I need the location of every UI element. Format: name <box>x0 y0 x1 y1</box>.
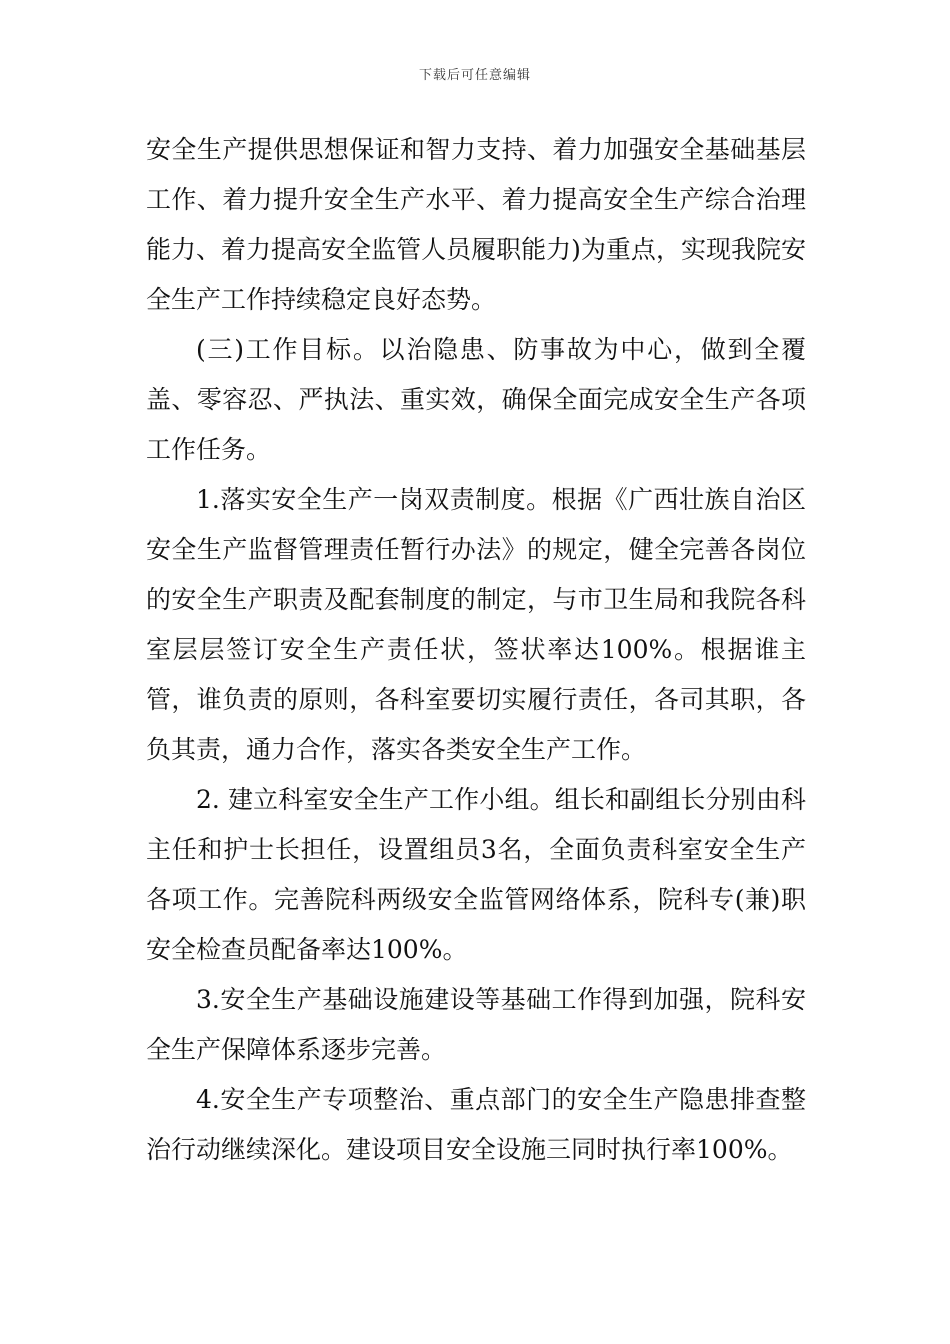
document-body <box>146 125 806 1175</box>
paragraph-item-2: 2. 建立科室安全生产工作小组。组长和副组长分别由科主任和护士长担任，设置组员3名，全面负责科室安全生产各项工作。完善院科两级安全监管网络体系，院科专(兼)职安全检查员配备率达100%。 <box>146 785 806 964</box>
paragraph-item-3: 3.安全生产基础设施建设等基础工作得到加强，院科安全生产保障体系逐步完善。 <box>146 985 806 1064</box>
header-note: 下载后可任意编辑 <box>418 68 531 83</box>
paragraph-continuation: 安全生产提供思想保证和智力支持、着力加强安全基础基层工作、着力提升安全生产水平、着力提高安全生产综合治理能力、着力提高安全监管人员履职能力)为重点，实现我院安全生产工作持续稳定良好态势。 <box>146 135 806 314</box>
paragraph-work-goals: (三)工作目标。以治隐患、防事故为中心，做到全覆盖、零容忍、严执法、重实效，确保全面完成安全生产各项工作任务。 <box>146 335 806 464</box>
paragraph-item-4: 4.安全生产专项整治、重点部门的安全生产隐患排查整治行动继续深化。建设项目安全设施三同时执行率100%。 <box>146 1085 806 1164</box>
paragraph-item-1: 1.落实安全生产一岗双责制度。根据《广西壮族自治区安全生产监督管理责任暂行办法》的规定，健全完善各岗位的安全生产职责及配套制度的制定，与市卫生局和我院各科室层层签订安全生产责任状，签状率达100%。根据谁主管，谁负责的原则，各科室要切实履行责任，各司其职，各负其责，通力合作，落实各类安全生产工作。 <box>146 485 806 764</box>
